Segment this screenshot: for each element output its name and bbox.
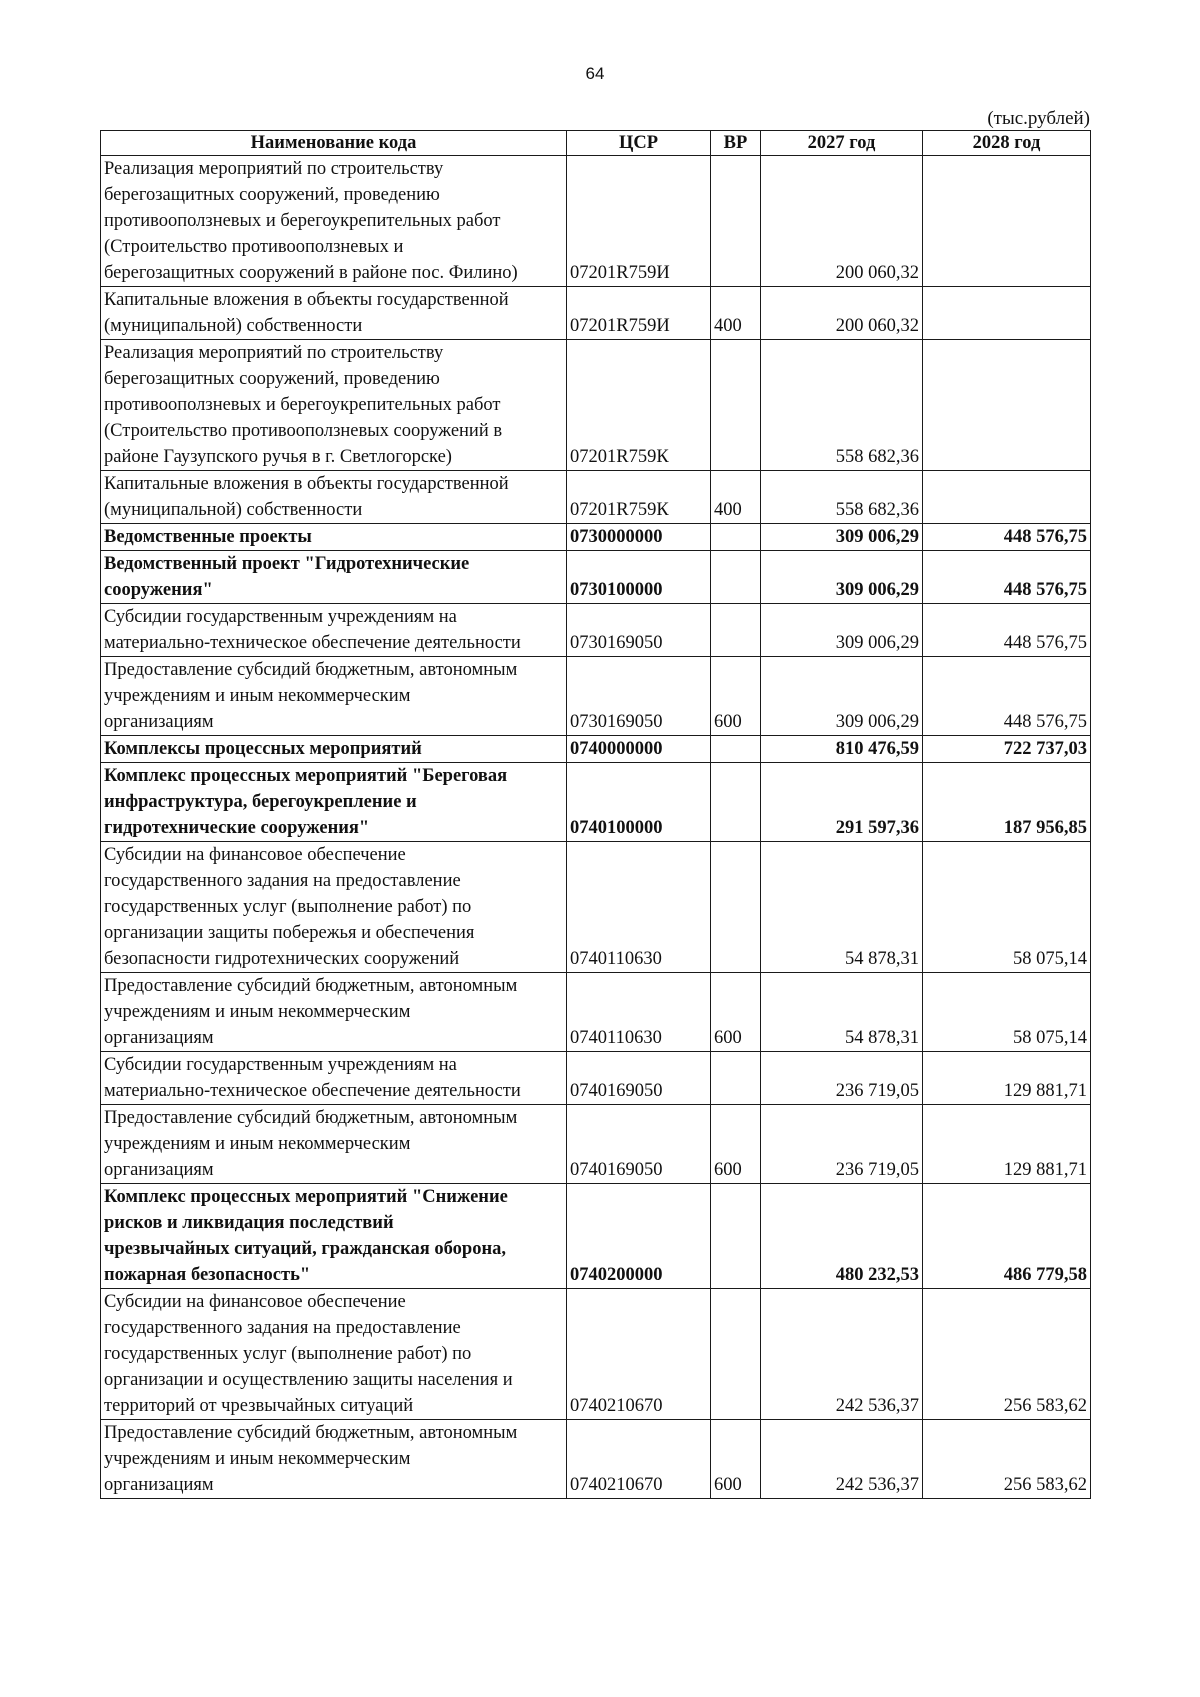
cell-2028: 448 576,75 [923,657,1091,736]
table-row [101,1289,1091,1420]
cell-2028 [923,471,1091,524]
units-label: (тыс.рублей) [987,108,1090,129]
header-vr: ВР [711,131,761,156]
cell-name: Комплекс процессных мероприятий "Береговая инфраструктура, берегоукрепление и гидротехнические сооружения" [101,763,567,842]
page-number: 64 [585,64,605,83]
cell-2027: 236 719,05 [761,1052,923,1105]
cell-name: Ведомственные проекты [101,524,567,551]
table-row [101,842,1091,973]
cell-csr: 07201R759И [567,156,711,287]
table-row [101,471,1091,524]
cell-vr [711,604,761,657]
cell-2028: 129 881,71 [923,1105,1091,1184]
table-row [101,156,1091,287]
cell-2028: 448 576,75 [923,551,1091,604]
cell-2028: 129 881,71 [923,1052,1091,1105]
cell-name: Реализация мероприятий по строительству берегозащитных сооружений, проведению противооползневых и берегоукрепительных работ (Строительство противооползневых сооружений в районе Гаузупского ручья в г. Светлогорске) [101,340,567,471]
cell-2027: 309 006,29 [761,604,923,657]
cell-name: Комплексы процессных мероприятий [101,736,567,763]
cell-2027: 200 060,32 [761,156,923,287]
cell-vr: 600 [711,973,761,1052]
cell-2027: 200 060,32 [761,287,923,340]
cell-name: Субсидии на финансовое обеспечение государственного задания на предоставление государственных услуг (выполнение работ) по организации и осуществлению защиты населения и территорий от чрезвычайных ситуаций [101,1289,567,1420]
header-2028: 2028 год [923,131,1091,156]
cell-2027: 558 682,36 [761,340,923,471]
cell-name: Субсидии государственным учреждениям на материально-техническое обеспечение деятельности [101,604,567,657]
cell-csr: 0740100000 [567,763,711,842]
cell-2027: 558 682,36 [761,471,923,524]
cell-csr: 0740210670 [567,1420,711,1499]
cell-2027: 54 878,31 [761,842,923,973]
cell-2028: 187 956,85 [923,763,1091,842]
cell-vr [711,1289,761,1420]
cell-csr: 0740169050 [567,1052,711,1105]
cell-csr: 0740110630 [567,973,711,1052]
cell-csr: 0740210670 [567,1289,711,1420]
cell-name: Субсидии государственным учреждениям на материально-техническое обеспечение деятельности [101,1052,567,1105]
cell-2027: 242 536,37 [761,1420,923,1499]
table-row [101,551,1091,604]
cell-2028: 256 583,62 [923,1289,1091,1420]
cell-name: Предоставление субсидий бюджетным, автономным учреждениям и иным некоммерческим организациям [101,1420,567,1499]
cell-2027: 810 476,59 [761,736,923,763]
cell-name: Комплекс процессных мероприятий "Снижение рисков и ликвидация последствий чрезвычайных ситуаций, гражданская оборона, пожарная безопасность" [101,1184,567,1289]
cell-2027: 236 719,05 [761,1105,923,1184]
cell-name: Предоставление субсидий бюджетным, автономным учреждениям и иным некоммерческим организациям [101,973,567,1052]
cell-csr: 07201R759К [567,471,711,524]
table-row [101,287,1091,340]
table-row [101,604,1091,657]
cell-2028 [923,287,1091,340]
cell-name: Капитальные вложения в объекты государственной (муниципальной) собственности [101,471,567,524]
cell-csr: 0730169050 [567,604,711,657]
table-row [101,1052,1091,1105]
cell-vr [711,1052,761,1105]
header-csr: ЦСР [567,131,711,156]
cell-2028 [923,156,1091,287]
cell-vr [711,524,761,551]
cell-name: Предоставление субсидий бюджетным, автономным учреждениям и иным некоммерческим организациям [101,657,567,736]
cell-2028: 448 576,75 [923,524,1091,551]
cell-vr: 600 [711,1105,761,1184]
cell-name: Предоставление субсидий бюджетным, автономным учреждениям и иным некоммерческим организациям [101,1105,567,1184]
header-name: Наименование кода [101,131,567,156]
cell-2028: 58 075,14 [923,973,1091,1052]
cell-vr: 600 [711,657,761,736]
cell-2027: 480 232,53 [761,1184,923,1289]
cell-vr: 600 [711,1420,761,1499]
cell-csr: 0740110630 [567,842,711,973]
cell-2028: 486 779,58 [923,1184,1091,1289]
cell-2027: 309 006,29 [761,524,923,551]
table-row [101,1184,1091,1289]
cell-vr [711,842,761,973]
table-header-row [101,131,1091,156]
cell-2027: 291 597,36 [761,763,923,842]
cell-vr: 400 [711,471,761,524]
cell-name: Реализация мероприятий по строительству берегозащитных сооружений, проведению противооползневых и берегоукрепительных работ (Строительство противооползневых и берегозащитных сооружений в районе пос. Филино) [101,156,567,287]
table-body [101,156,1091,1499]
table-row [101,1105,1091,1184]
header-2027: 2027 год [761,131,923,156]
cell-csr: 0740169050 [567,1105,711,1184]
cell-name: Ведомственный проект "Гидротехнические сооружения" [101,551,567,604]
cell-2028: 448 576,75 [923,604,1091,657]
cell-2027: 242 536,37 [761,1289,923,1420]
cell-2028: 722 737,03 [923,736,1091,763]
cell-2028: 58 075,14 [923,842,1091,973]
cell-vr [711,340,761,471]
cell-name: Субсидии на финансовое обеспечение государственного задания на предоставление государственных услуг (выполнение работ) по организации защиты побережья и обеспечения безопасности гидротехнических сооружений [101,842,567,973]
cell-2028: 256 583,62 [923,1420,1091,1499]
table-row [101,973,1091,1052]
cell-csr: 07201R759К [567,340,711,471]
cell-2027: 309 006,29 [761,657,923,736]
cell-name: Капитальные вложения в объекты государственной (муниципальной) собственности [101,287,567,340]
table-row [101,763,1091,842]
cell-csr: 0740000000 [567,736,711,763]
cell-vr [711,156,761,287]
table-row [101,340,1091,471]
cell-2027: 54 878,31 [761,973,923,1052]
cell-vr [711,763,761,842]
cell-2028 [923,340,1091,471]
cell-csr: 0730000000 [567,524,711,551]
cell-csr: 07201R759И [567,287,711,340]
cell-csr: 0730100000 [567,551,711,604]
cell-2027: 309 006,29 [761,551,923,604]
budget-table [100,130,1091,1499]
table-row [101,736,1091,763]
cell-vr [711,551,761,604]
cell-csr: 0740200000 [567,1184,711,1289]
cell-csr: 0730169050 [567,657,711,736]
table-row [101,1420,1091,1499]
cell-vr: 400 [711,287,761,340]
cell-vr [711,1184,761,1289]
cell-vr [711,736,761,763]
table-row [101,657,1091,736]
table-row [101,524,1091,551]
